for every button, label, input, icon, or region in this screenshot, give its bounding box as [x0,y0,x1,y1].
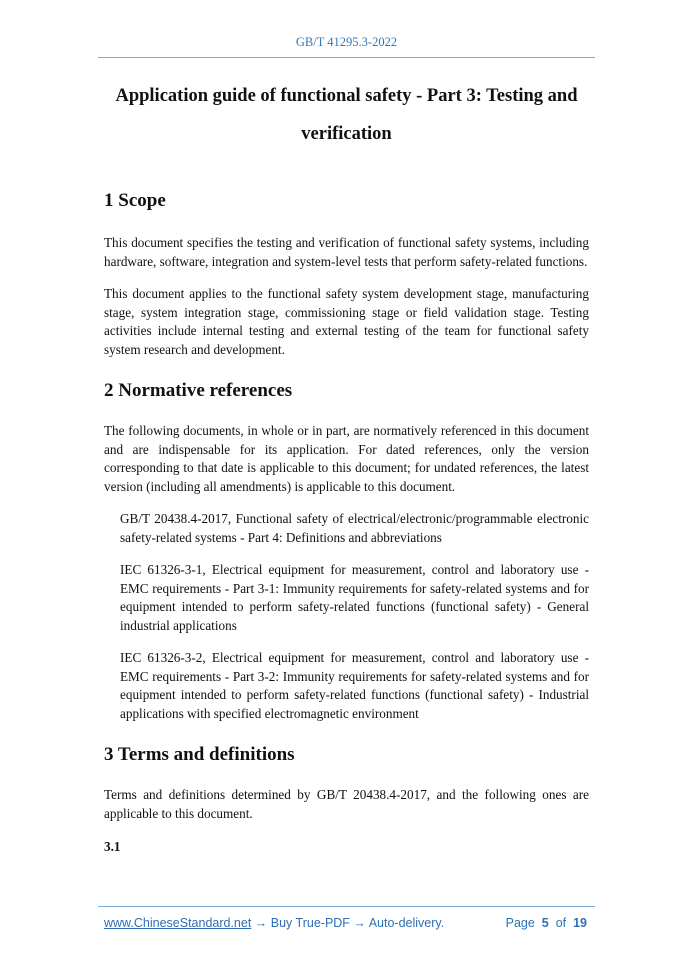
footer-promo-text: → Buy True-PDF → Auto-delivery. [251,916,445,930]
page-current: 5 [541,916,549,930]
clause-number: 3.1 [104,839,121,854]
scope-paragraph-1: This document specifies the testing and verification of functional safety systems, including hardware, software, integration and system-level tests that perform safety-related functions. [104,235,589,269]
scope-paragraph-2: This document applies to the functional safety system development stage, manufacturing stage, system integration stage, commissioning stage or field validation stage. Testing activities include internal testing and external testing of the team for functional safety system research and development. [104,286,589,357]
reference-item: GB/T 20438.4-2017, Functional safety of electrical/electronic/programmable electronic safety-related systems - Part 4: Definitions and abbreviations [120,511,589,545]
section-1-heading: 1 Scope [104,190,166,211]
header-divider [98,57,595,58]
footer-site-url[interactable]: www.ChineseStandard.net [104,916,252,930]
page-total: 19 [573,916,587,930]
normative-intro: The following documents, in whole or in part, are normatively referenced in this document and are indispensable for its application. For dated references, only the version corresponding to that date is applicable to this document; for undated references, the latest version (including all amendments) is applicable to this document. [104,423,589,494]
document-body [104,187,589,855]
footer-divider [98,906,595,907]
footer [104,916,587,936]
page-of-label: of [555,916,567,930]
page-label: Page [505,916,535,930]
page-indicator [506,916,587,930]
terms-intro: Terms and definitions determined by GB/T 20438.4-2017, and the following ones are applicable to this document. [104,787,589,821]
section-3-heading: 3 Terms and definitions [104,744,295,765]
header-standard-code: GB/T 41295.3-2022 [295,35,398,49]
reference-item: IEC 61326-3-1, Electrical equipment for measurement, control and laboratory use - EMC requirements - Part 3-1: Immunity requirements for safety-related systems and for equipment intended to perform safety-related functions (functional safety) - General industrial applications [120,562,589,633]
section-2-heading: 2 Normative references [104,380,293,401]
footer-link[interactable] [104,916,444,930]
document-title [104,77,589,153]
reference-item: IEC 61326-3-2, Electrical equipment for measurement, control and laboratory use - EMC requirements - Part 3-2: Immunity requirements for safety-related systems and for equipment intended to perform safety-related functions (functional safety) - Industrial applications with specified electromagnetic environment [120,650,589,721]
title-line-2: verification [301,124,392,144]
title-line-1: Application guide of functional safety - Part 3: Testing and [115,86,578,106]
